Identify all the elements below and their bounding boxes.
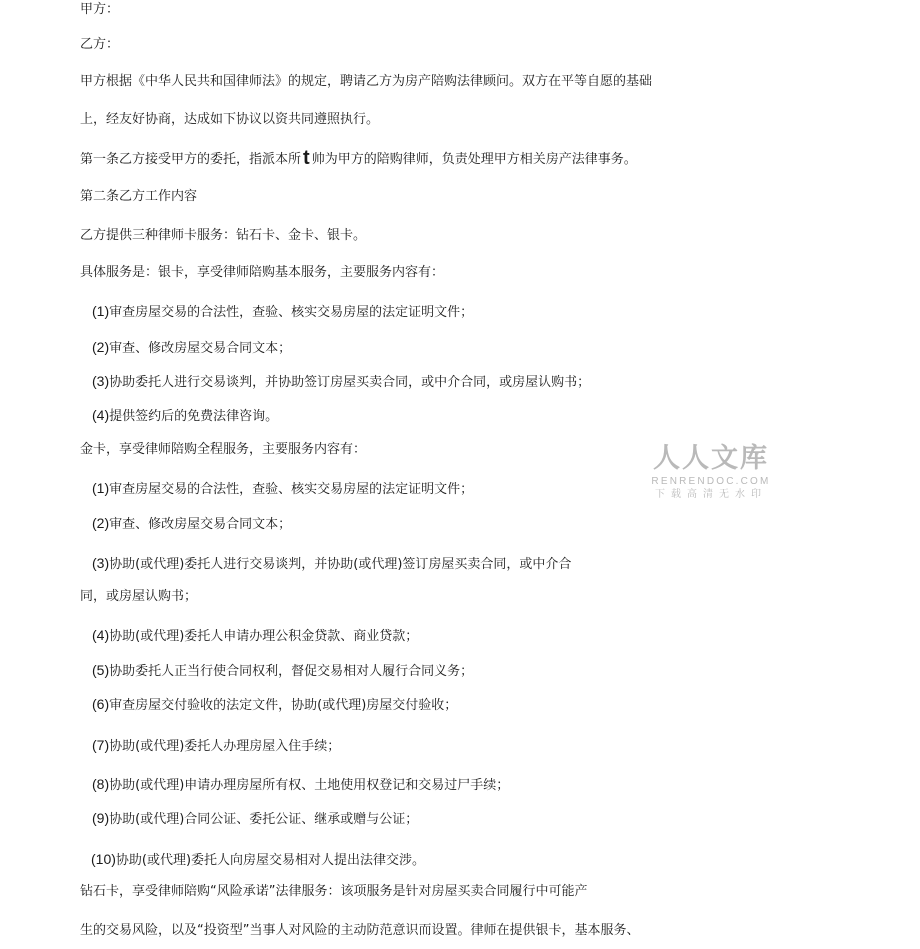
article-1-text-start: 第一条乙方接受甲方的委托，指派本所 xyxy=(80,152,302,167)
item-number: (1) xyxy=(92,303,110,319)
intro-paragraph-line-1: 甲方根据《中华人民共和国律师法》的规定，聘请乙方为房产陪购法律顾问。双方在平等自愿的基础 xyxy=(80,74,653,89)
gold-item xyxy=(91,850,425,870)
intro-paragraph-line-2: 上，经友好协商，达成如下协议以资共同遵照执行。 xyxy=(80,112,380,127)
party-a-label: 甲方： xyxy=(80,2,120,17)
article-2-title: 第二条乙方工作内容 xyxy=(80,189,198,204)
item-text: 协助(或代理)委托人办理房屋入住手续； xyxy=(109,739,341,754)
item-text: 审查、修改房屋交易合同文本； xyxy=(109,341,292,356)
silver-card-intro: 具体服务是：银卡，享受律师陪购基本服务，主要服务内容有： xyxy=(80,265,445,280)
item-text: 审查房屋交易的合法性，查验、核实交易房屋的法定证明文件； xyxy=(109,305,474,320)
gold-item xyxy=(92,736,340,756)
item-number: (6) xyxy=(92,696,110,712)
item-text: 协助(或代理)申请办理房屋所有权、土地使用权登记和交易过尸手续； xyxy=(109,778,510,793)
watermark xyxy=(646,442,776,502)
item-text: 协助(或代理)委托人申请办理公积金贷款、商业贷款； xyxy=(109,629,419,644)
gold-item-continuation: 同，或房屋认购书； xyxy=(80,589,198,604)
silver-item xyxy=(92,302,473,322)
silver-item xyxy=(92,406,278,426)
item-number: (2) xyxy=(92,339,110,355)
item-text: 审查房屋交易的合法性，查验、核实交易房屋的法定证明文件； xyxy=(109,482,474,497)
item-number: (5) xyxy=(92,662,110,678)
party-b-label: 乙方： xyxy=(80,37,120,52)
diamond-card-line-1: 钻石卡，享受律师陪购“风险承诺”法律服务：该项服务是针对房屋买卖合同履行中可能产 xyxy=(80,884,588,899)
item-text: 提供签约后的免费法律咨询。 xyxy=(109,409,279,424)
watermark-site: RENRENDOC.COM xyxy=(651,476,771,487)
watermark-subtitle: 下载高清无水印 xyxy=(655,489,767,500)
gold-card-intro: 金卡，享受律师陪购全程服务，主要服务内容有： xyxy=(80,442,367,457)
item-number: (2) xyxy=(92,515,110,531)
article-1 xyxy=(80,149,637,169)
gold-item xyxy=(92,626,418,646)
watermark-title: 人人文库 xyxy=(653,443,769,474)
gold-item xyxy=(92,775,509,795)
gold-item xyxy=(92,661,473,681)
gold-item xyxy=(92,809,418,829)
item-text: 协助委托人正当行使合同权利，督促交易相对人履行合同义务； xyxy=(109,664,474,679)
item-number: (10) xyxy=(91,851,116,867)
article-1-stray-letter: t xyxy=(303,147,310,169)
item-number: (1) xyxy=(92,480,110,496)
gold-item xyxy=(92,554,571,574)
item-number: (8) xyxy=(92,776,110,792)
item-number: (4) xyxy=(92,627,110,643)
gold-item xyxy=(92,479,473,499)
silver-item xyxy=(92,338,291,358)
item-number: (3) xyxy=(92,555,110,571)
gold-item xyxy=(92,695,457,715)
item-text: 协助(或代理)委托人进行交易谈判，并协助(或代理)签订房屋买卖合同，或中介合 xyxy=(109,557,572,572)
item-number: (3) xyxy=(92,373,110,389)
item-number: (4) xyxy=(92,407,110,423)
gold-item xyxy=(92,514,291,534)
silver-item xyxy=(92,372,590,392)
item-number: (7) xyxy=(92,737,110,753)
item-text: 协助委托人进行交易谈判，并协助签订房屋买卖合同，或中介合同，或房屋认购书； xyxy=(109,375,591,390)
article-1-text-end: 帅为甲方的陪购律师，负责处理甲方相关房产法律事务。 xyxy=(311,152,637,167)
card-types: 乙方提供三种律师卡服务：钻石卡、金卡、银卡。 xyxy=(80,228,367,243)
item-number: (9) xyxy=(92,810,110,826)
diamond-card-line-2: 生的交易风险，以及“投资型”当事人对风险的主动防范意识而设置。律师在提供银卡，基本服务、 xyxy=(80,923,640,938)
item-text: 审查房屋交付验收的法定文件，协助(或代理)房屋交付验收； xyxy=(109,698,458,713)
item-text: 协助(或代理)合同公证、委托公证、继承或赠与公证； xyxy=(109,812,419,827)
item-text: 审查、修改房屋交易合同文本； xyxy=(109,517,292,532)
item-text: 协助(或代理)委托人向房屋交易相对人提出法律交涉。 xyxy=(115,853,426,868)
